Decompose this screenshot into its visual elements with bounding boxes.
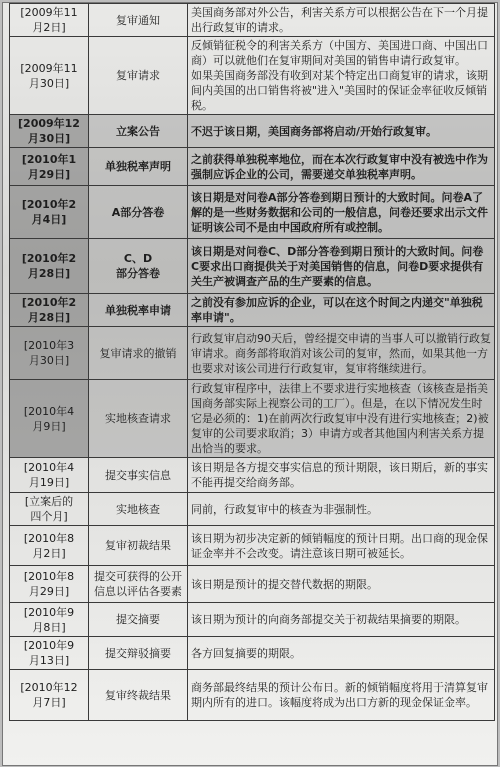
description-cell: 反倾销征税令的利害关系方（中国方、美国进口商、中国出口商）可以就他们在复审期间对美国的销售申请行政复审。 如果美国商务部没有收到对某个特定出口商复审的请求，该期间内美国的出口销售将被"进入"美国时的保证金率征收反倾销税。 — [188, 37, 495, 115]
date-cell: [2010年2 月28日] — [10, 294, 89, 327]
table-row — [10, 148, 495, 186]
description-cell: 该日期为初步决定新的倾销幅度的预计日期。出口商的现金保证金率并不会改变。请注意该日期可被延长。 — [188, 526, 495, 566]
review-schedule-table — [9, 3, 495, 721]
event-cell: 提交事实信息 — [89, 458, 188, 493]
table-row — [10, 670, 495, 721]
event-cell: A部分答卷 — [89, 186, 188, 239]
date-cell: [2010年3 月30日] — [10, 327, 89, 380]
description-cell: 商务部最终结果的预计公布日。新的倾销幅度将用于清算复审期内所有的进口。该幅度将成为出口方新的现金保证金率。 — [188, 670, 495, 721]
date-cell: [2010年12 月7日] — [10, 670, 89, 721]
event-cell: C、D 部分答卷 — [89, 239, 188, 294]
table-row — [10, 327, 495, 380]
event-cell: 提交可获得的公开信息以评估各要素 — [89, 566, 188, 603]
description-cell: 之前没有参加应诉的企业，可以在这个时间之内递交"单独税率申请"。 — [188, 294, 495, 327]
event-cell: 单独税率声明 — [89, 148, 188, 186]
description-cell: 同前，行政复审中的核查为非强制性。 — [188, 493, 495, 526]
date-cell: [立案后的 四个月] — [10, 493, 89, 526]
description-cell: 行政复审启动90天后，曾经提交申请的当事人可以撤销行政复审请求。商务部将取消对该公司的复审，然而，如果其他一方也要求对该公司进行行政复审，复审将继续进行。 — [188, 327, 495, 380]
date-cell: [2010年4 月19日] — [10, 458, 89, 493]
event-cell: 单独税率申请 — [89, 294, 188, 327]
table-row — [10, 458, 495, 493]
event-cell: 复审通知 — [89, 4, 188, 37]
table-row — [10, 526, 495, 566]
table-row — [10, 37, 495, 115]
date-cell: [2010年9 月13日] — [10, 637, 89, 670]
table-row — [10, 294, 495, 327]
description-cell: 该日期是对问卷A部分答卷到期日预计的大致时间。问卷A了解的是一些财务数据和公司的一般信息，问卷还要求出示文件证明该公司不是由中国政府所有或控制。 — [188, 186, 495, 239]
event-cell: 提交辩驳摘要 — [89, 637, 188, 670]
table-row — [10, 380, 495, 458]
date-cell: [2010年9 月8日] — [10, 603, 89, 637]
date-cell: [2009年11 月2日] — [10, 4, 89, 37]
date-cell: [2010年8 月29日] — [10, 566, 89, 603]
date-cell: [2010年8 月2日] — [10, 526, 89, 566]
table-row — [10, 4, 495, 37]
description-cell: 各方回复摘要的期限。 — [188, 637, 495, 670]
description-cell: 美国商务部对外公告，利害关系方可以根据公告在下一个月提出行政复审的请求。 — [188, 4, 495, 37]
event-cell: 提交摘要 — [89, 603, 188, 637]
date-cell: [2010年1 月29日] — [10, 148, 89, 186]
description-cell: 该日期为预计的向商务部提交关于初裁结果摘要的期限。 — [188, 603, 495, 637]
event-cell: 实地核查请求 — [89, 380, 188, 458]
event-cell: 立案公告 — [89, 115, 188, 148]
date-cell: [2010年2 月4日] — [10, 186, 89, 239]
description-cell: 该日期是对问卷C、D部分答卷到期日预计的大致时间。问卷C要求出口商提供关于对美国销售的信息，问卷D要求提供有关生产被调查产品的生产要素的信息。 — [188, 239, 495, 294]
event-cell: 复审请求的撤销 — [89, 327, 188, 380]
event-cell: 复审请求 — [89, 37, 188, 115]
date-cell: [2010年2 月28日] — [10, 239, 89, 294]
table-row — [10, 239, 495, 294]
event-cell: 实地核查 — [89, 493, 188, 526]
event-cell: 复审初裁结果 — [89, 526, 188, 566]
description-cell: 该日期是预计的提交替代数据的期限。 — [188, 566, 495, 603]
description-cell: 该日期是各方提交事实信息的预计期限，该日期后，新的事实不能再提交给商务部。 — [188, 458, 495, 493]
table-row — [10, 186, 495, 239]
event-cell: 复审终裁结果 — [89, 670, 188, 721]
description-cell: 行政复审程序中，法律上不要求进行实地核查（该核查是指美国商务部实际上视察公司的工厂）。但是，在以下情况发生时它是必须的：1)在前两次行政复审中没有进行实地核查；2)被复审的公司要求取消；3）申请方或者其他国内利害关系方提出恰当的要求。 — [188, 380, 495, 458]
table-row — [10, 637, 495, 670]
table-row — [10, 493, 495, 526]
date-cell: [2009年12 月30日] — [10, 115, 89, 148]
table-row — [10, 603, 495, 637]
description-cell: 不迟于该日期，美国商务部将启动/开始行政复审。 — [188, 115, 495, 148]
date-cell: [2010年4 月9日] — [10, 380, 89, 458]
document-page — [2, 2, 498, 766]
description-cell: 之前获得单独税率地位，而在本次行政复审中没有被选中作为强制应诉企业的公司，需要递交单独税率声明。 — [188, 148, 495, 186]
date-cell: [2009年11 月30日] — [10, 37, 89, 115]
table-row — [10, 115, 495, 148]
table-row — [10, 566, 495, 603]
